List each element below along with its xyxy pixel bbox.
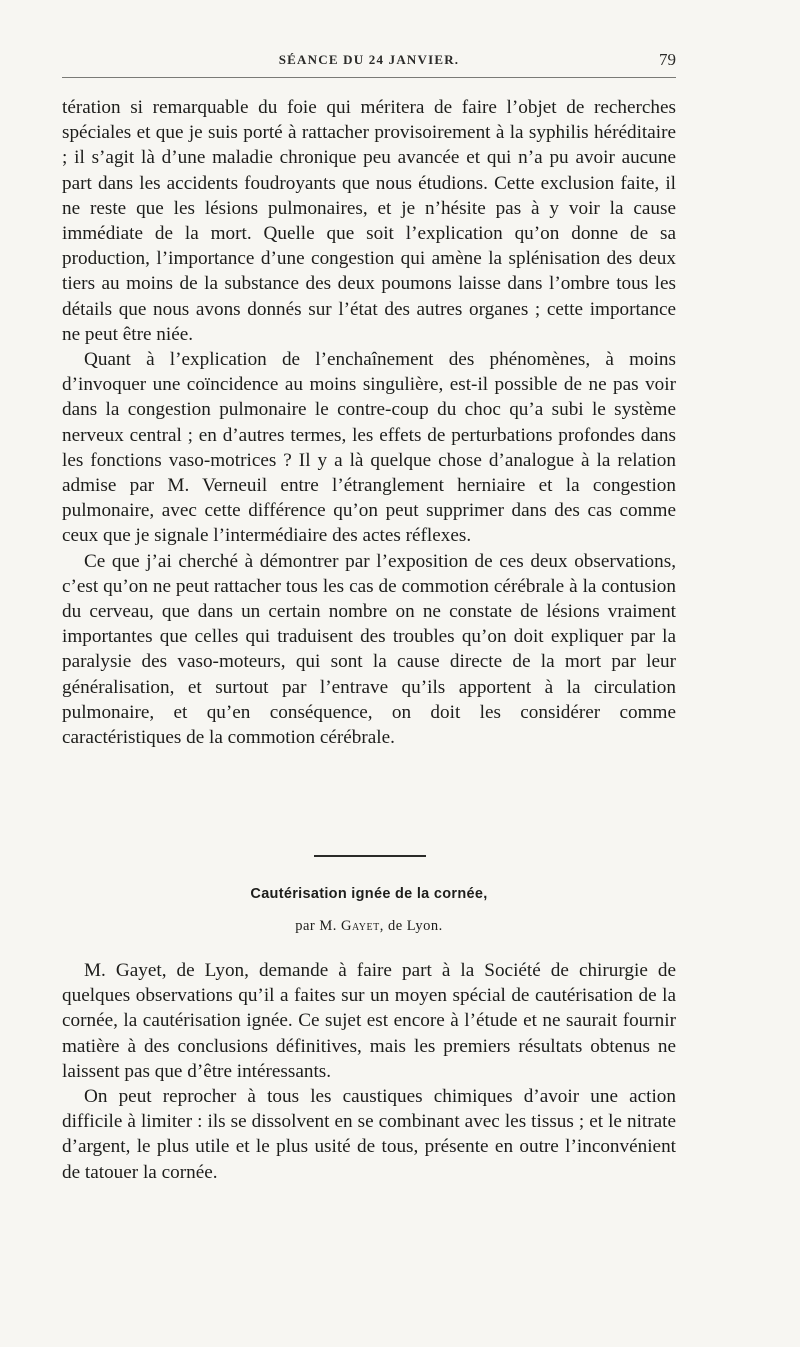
section-title: Cautérisation ignée de la cornée, — [250, 886, 488, 902]
paragraph: tération si remarquable du foie qui méritera de faire l’objet de recherches spéciales et que je suis porté à rattacher provisoirement à la syphilis héréditaire ; il s’agit là d’une maladie chronique peu avancée et qui n’a pu avoir aucune part dans les accidents foudroyants que nous étudions. Cette exclusion faite, il ne reste que les lésions pulmonaires, et je n’hésite pas à y voir la cause immédiate de la mort. Quelle que soit l’explication qu’on donne de sa production, l’importance d’une congestion qui amène la splénisation des deux tiers au moins de la substance des deux poumons laisse dans l’ombre tous les détails que nous avons donnés sur l’état des autres organes ; cette importance ne peut être niée. — [62, 97, 676, 345]
paragraph: On peut reprocher à tous les caustiques chimiques d’avoir une action difficile à limiter : ils se dissolvent en se combinant avec les tissus ; et le nitrate d’argent, le plus utile et le plus usité de tous, présente en outre l’inconvénient de tatouer la cornée. — [62, 1086, 676, 1183]
byline-author: Gayet — [341, 918, 380, 934]
paragraph: Ce que j’ai cherché à démontrer par l’exposition de ces deux observations, c’est qu’on ne peut rattacher tous les cas de commotion cérébrale à la contusion du cerveau, que dans un certain nombre on ne constate de lésions vraiment importantes que celles qui traduisent des troubles qu’on doit expliquer par la paralysie des vaso-moteurs, qui sont la cause directe de la mort par leur généralisation, et surtout par l’entrave qu’ils apportent à la circulation pulmonaire, et qu’en conséquence, on doit les considérer comme caractéristiques de la commotion cérébrale. — [62, 550, 676, 749]
running-title: SÉANCE DU 24 JANVIER. — [278, 52, 460, 67]
article-cauterisation-text — [62, 958, 676, 1185]
paragraph: M. Gayet, de Lyon, demande à faire part à la Société de chirurgie de quelques observations qu’il a faites sur un moyen spécial de cautérisation de la cornée, la cautérisation ignée. Ce sujet est encore à l’étude et ne saurait fournir matière à des conclusions définitives, mais les premiers résultats obtenus ne laissent pas que d’être intéressants. — [62, 960, 676, 1082]
section-divider — [314, 855, 426, 857]
byline-prefix: par M. — [295, 918, 337, 934]
article-commotion-text — [62, 95, 676, 750]
book-page — [62, 0, 676, 1347]
byline — [62, 918, 676, 935]
page-number: 79 — [659, 50, 676, 69]
header-rule — [62, 77, 676, 78]
running-head — [62, 52, 676, 72]
byline-suffix: , de Lyon. — [379, 918, 443, 934]
paragraph: Quant à l’explication de l’enchaînement des phénomènes, à moins d’invoquer une coïncidence au moins singulière, est-il possible de ne pas voir dans la congestion pulmonaire le contre-coup du choc qu’a subi le système nerveux central ; en d’autres termes, les effets de perturbations profondes dans les fonctions vaso-motrices ? Il y a là quelque chose d’analogue à la relation admise par M. Verneuil entre l’étranglement herniaire et la congestion pulmonaire, avec cette différence qu’on peut supprimer dans des cas comme ceux que je signale l’intermédiaire des actes réflexes. — [62, 349, 676, 547]
